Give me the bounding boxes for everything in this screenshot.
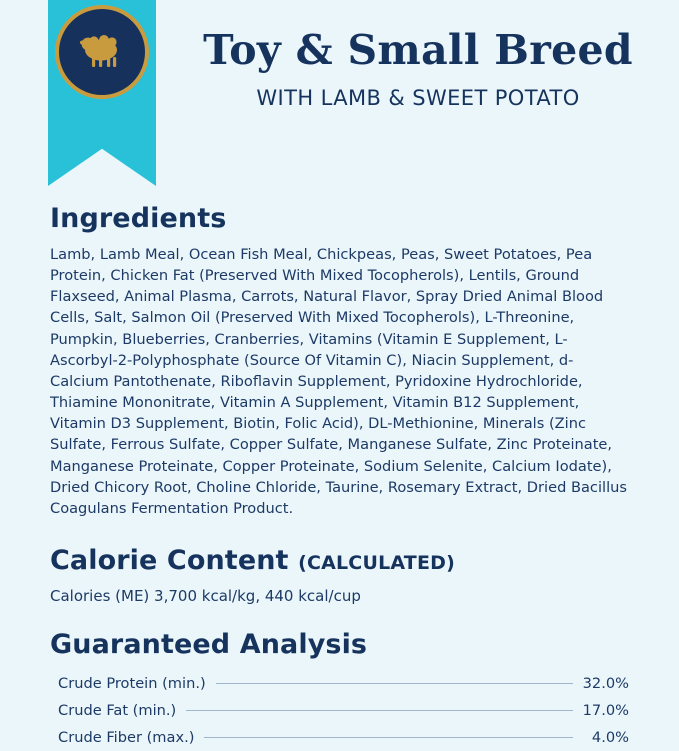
ga-value: 17.0%	[582, 702, 629, 720]
ingredients-heading: Ingredients	[50, 203, 227, 234]
ga-value: 4.0%	[591, 729, 629, 747]
calorie-content-heading	[50, 545, 629, 576]
table-row	[50, 670, 629, 697]
label-content	[0, 195, 679, 751]
guaranteed-analysis-heading: Guaranteed Analysis	[50, 629, 368, 661]
ingredients-section	[50, 203, 629, 519]
brand-seal	[55, 5, 149, 99]
calorie-content-section	[50, 545, 629, 607]
calorie-content-line: Calories (ME) 3,700 kcal/kg, 440 kcal/cup	[50, 587, 361, 606]
product-subtitle: WITH LAMB & SWEET POTATO	[256, 85, 580, 110]
ga-label: Crude Protein (min.)	[58, 675, 206, 693]
label-header	[0, 0, 679, 195]
leader-line	[186, 710, 573, 711]
ga-label: Crude Fat (min.)	[58, 702, 177, 720]
table-row	[50, 697, 629, 724]
leader-line	[204, 737, 573, 738]
ribbon-banner	[48, 0, 156, 186]
calorie-content-heading-text: Calorie Content	[50, 545, 289, 577]
product-title: Toy & Small Breed	[203, 26, 633, 74]
sheep-icon	[74, 32, 130, 72]
ga-value: 32.0%	[582, 675, 629, 693]
ga-label: Crude Fiber (max.)	[58, 729, 195, 747]
table-row	[50, 724, 629, 751]
leader-line	[216, 683, 573, 684]
calorie-content-qualifier: (CALCULATED)	[298, 552, 456, 575]
title-group	[175, 28, 661, 110]
guaranteed-analysis-section	[50, 629, 629, 751]
ingredients-text: Lamb, Lamb Meal, Ocean Fish Meal, Chickpeas, Peas, Sweet Potatoes, Pea Protein, Chicken Fat (Preserved With Mixed Tocopherols), Lentils, Ground Flaxseed, Animal Plasma, Carrots, Natural Flavor, Spray Dried Animal Blood Cells, Salt, Salmon Oil (Preserved With Mixed Tocopherols), L-Threonine, Pumpkin, Blueberries, Cranberries, Vitamins (Vitamin E Supplement, L-Ascorbyl-2-Polyphosphate (Source Of Vitamin C), Niacin Supplement, d-Calcium Pantothenate, Riboflavin Supplement, Pyridoxine Hydrochloride, Thiamine Mononitrate, Vitamin A Supplement, Vitamin B12 Supplement, Vitamin D3 Supplement, Biotin, Folic Acid), DL-Methionine, Minerals (Zinc Sulfate, Ferrous Sulfate, Copper Sulfate, Manganese Sulfate, Zinc Proteinate, Manganese Proteinate, Copper Proteinate, Sodium Selenite, Calcium Iodate), Dried Chicory Root, Choline Chloride, Taurine, Rosemary Extract, Dried Bacillus Coagulans Fermentation Product.	[50, 246, 627, 517]
